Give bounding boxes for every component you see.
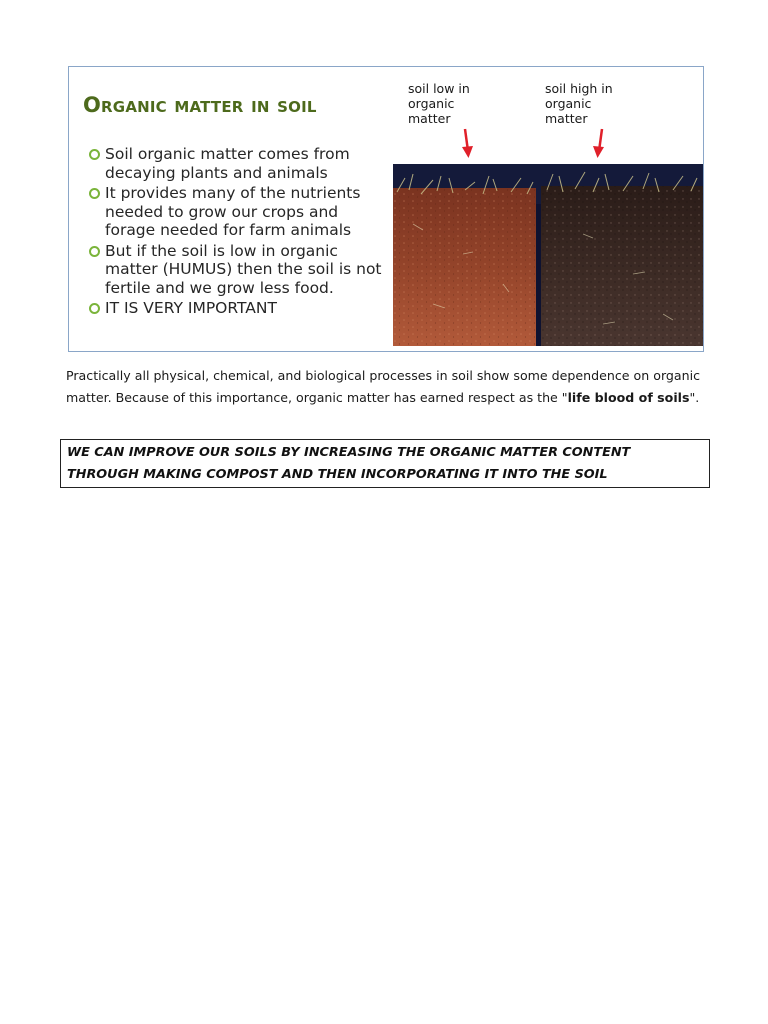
bullet-list [89, 145, 389, 320]
callout-text: WE CAN IMPROVE OUR SOILS BY INCREASING THE ORGANIC MATTER CONTENT THROUGH MAKING COMPOST AND THEN INCORPORATING IT INTO THE SOIL [67, 445, 631, 482]
paragraph-text: Practically all physical, chemical, and biological processes in soil show some dependence on organic matter. Because of this importance, organic matter has earned respect as the " [66, 368, 701, 405]
bullet-text: But if the soil is low in organic matter (HUMUS) then the soil is not fertile and we grow less food. [105, 241, 382, 297]
red-arrow-icon [460, 127, 474, 159]
bullet-ring-icon [89, 149, 100, 160]
slide-title: Organic matter in soil [83, 93, 317, 117]
red-arrow-icon [592, 127, 606, 159]
bullet-item [89, 299, 389, 318]
paragraph-text-end: ". [689, 389, 700, 405]
bullet-ring-icon [89, 303, 100, 314]
soil-comparison-photo [393, 164, 703, 346]
bullet-ring-icon [89, 246, 100, 257]
bullet-item [89, 184, 389, 240]
label-soil-low: soil low in organic matter [408, 81, 470, 126]
bullet-ring-icon [89, 188, 100, 199]
bullet-text: Soil organic matter comes from decaying plants and animals [105, 145, 350, 182]
label-soil-high: soil high in organic matter [545, 81, 613, 126]
slide-figure [68, 66, 704, 352]
bullet-text: It provides many of the nutrients needed to grow our crops and forage needed for farm animals [105, 184, 361, 239]
paragraph-bold-phrase: life blood of soils [567, 389, 690, 405]
bullet-item [89, 145, 389, 182]
bullet-text: IT IS VERY IMPORTANT [105, 299, 277, 317]
body-paragraph [66, 365, 706, 408]
callout-box [60, 439, 710, 488]
bullet-item [89, 242, 389, 298]
